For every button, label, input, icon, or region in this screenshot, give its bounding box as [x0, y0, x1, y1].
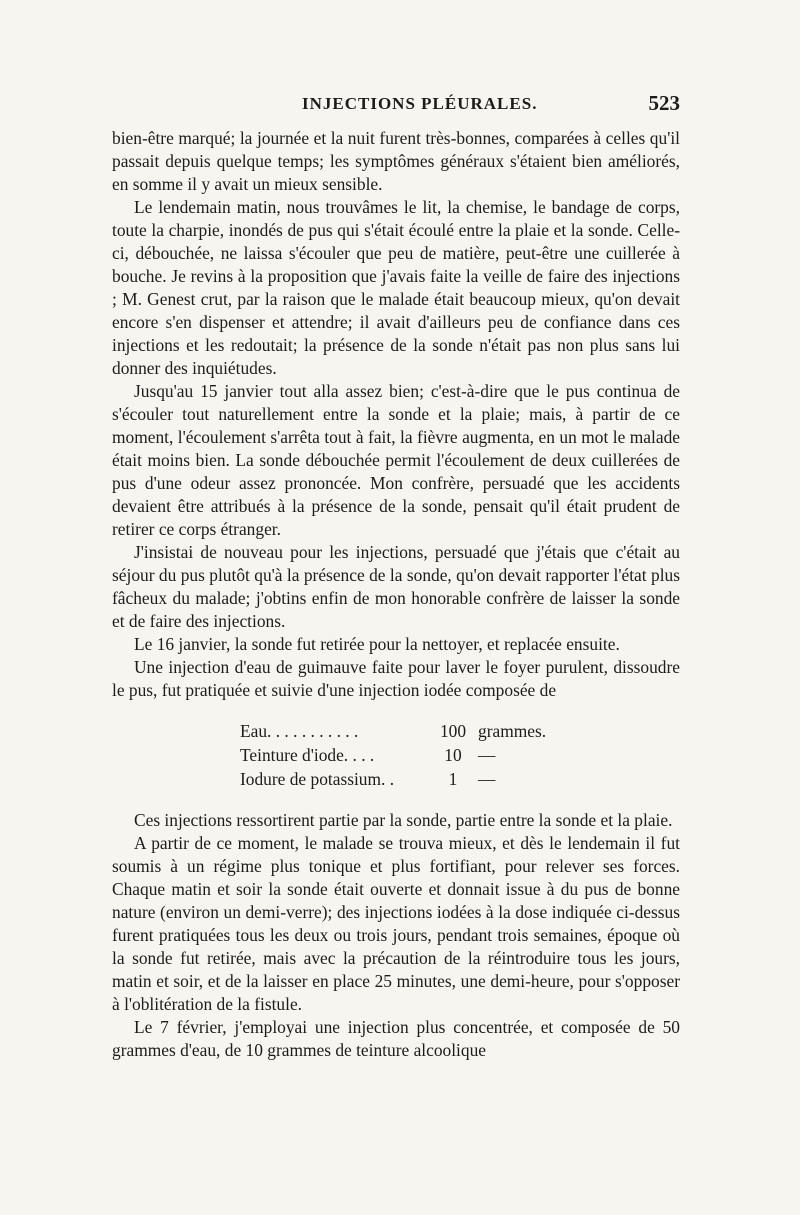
recipe-row: [240, 743, 680, 767]
body-text: [112, 127, 680, 1062]
paragraph-4: J'insistai de nouveau pour les injections, persuadé que j'étais que c'était au séjour du pus plutôt qu'à la présence de la sonde, qu'on devait rapporter l'état plus fâcheux du malade; j'obtins enfin de mon honorable confrère de laisser la sonde et de faire des injections.: [112, 542, 680, 631]
page-number: 523: [648, 91, 680, 115]
recipe-unit: —: [478, 769, 496, 789]
paragraph-6: Une injection d'eau de guimauve faite pour laver le foyer purulent, dissoudre le pus, fut pratiquée et suivie d'une injection iodée composée de: [112, 657, 680, 700]
recipe-quantity: 10: [444, 745, 462, 765]
recipe-unit: —: [478, 745, 496, 765]
recipe-unit: grammes.: [478, 721, 547, 741]
recipe-table: [240, 719, 680, 791]
page-header: [112, 91, 680, 124]
recipe-ingredient: Iodure de potassium. .: [240, 769, 395, 789]
paragraph-3: Jusqu'au 15 janvier tout alla assez bien; c'est-à-dire que le pus continua de s'écouler tout naturellement entre la sonde et la plaie; mais, à partir de ce moment, l'écoulement s'arrêta tout à fait, la fièvre augmenta, en un mot le malade était moins bien. La sonde débouchée permit l'écoulement de deux cuillerées de pus d'une odeur assez prononcée. Mon confrère, persuadé que les accidents devaient être attribués à la présence de la sonde, pensait qu'il était prudent de retirer ce corps étranger.: [112, 381, 680, 539]
recipe-quantity: 100: [439, 721, 467, 741]
recipe-ingredient: Eau. . . . . . . . . . .: [240, 721, 359, 741]
paragraph-1: bien-être marqué; la journée et la nuit furent très-bonnes, comparées à celles qu'il passait depuis quelque temps; les symptômes généraux s'étaient bien améliorés, en somme il y avait un mieux sensible.: [112, 128, 680, 194]
paragraph-5: Le 16 janvier, la sonde fut retirée pour la nettoyer, et replacée ensuite.: [134, 634, 620, 654]
recipe-row: [240, 719, 680, 743]
paragraph-2: Le lendemain matin, nous trouvâmes le lit, la chemise, le bandage de corps, toute la charpie, inondés de pus qui s'était écoulé entre la plaie et la sonde. Celle-ci, débouchée, ne laissa s'écouler que peu de matière, peut-être une cuillerée à bouche. Je revins à la proposition que j'avais faite la veille de faire des injections ; M. Genest crut, par la raison que le malade était beaucoup mieux, qu'on devait encore s'en dispenser et attendre; il avait d'ailleurs peu de confiance dans ces injections et les redoutait; la présence de la sonde n'était pas non plus sans lui donner des inquiétudes.: [112, 197, 680, 378]
recipe-ingredient: Teinture d'iode. . . .: [240, 745, 375, 765]
paragraph-9: Le 7 février, j'employai une injection plus concentrée, et composée de 50 grammes d'eau, de 10 grammes de teinture alcoolique: [112, 1017, 680, 1060]
recipe-row: [240, 767, 680, 791]
recipe-quantity: 1: [448, 769, 458, 789]
running-title: INJECTIONS PLÉURALES.: [302, 94, 538, 113]
paragraph-7: Ces injections ressortirent partie par la sonde, partie entre la sonde et la plaie.: [134, 810, 673, 830]
paragraph-8: A partir de ce moment, le malade se trouva mieux, et dès le lendemain il fut soumis à un régime plus tonique et plus fortifiant, pour relever ses forces. Chaque matin et soir la sonde était ouverte et donnait issue à du pus de bonne nature (environ un demi-verre); des injections iodées à la dose indiquée ci-dessus furent pratiquées tous les deux ou trois jours, pendant trois semaines, époque où la sonde fut retirée, mais avec la précaution de la réintroduire tous les jours, matin et soir, et de la laisser en place 25 minutes, une demi-heure, pour s'opposer à l'oblitération de la fistule.: [112, 833, 680, 1014]
